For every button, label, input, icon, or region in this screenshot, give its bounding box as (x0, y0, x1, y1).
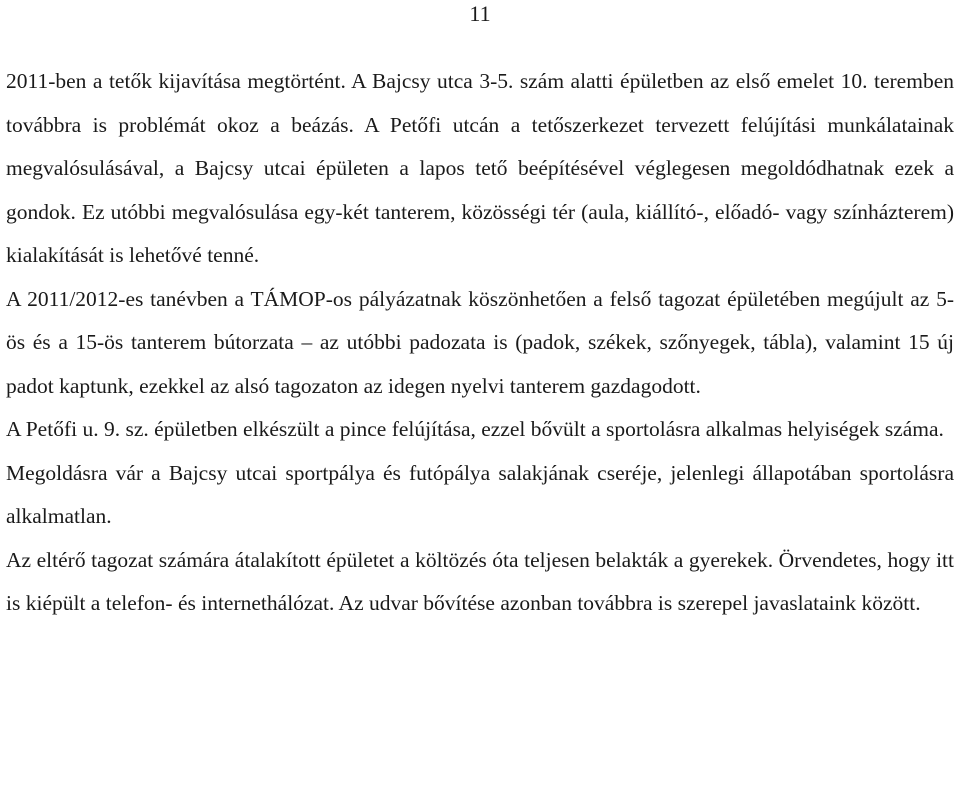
paragraph-roof-repairs: 2011-ben a tetők kijavítása megtörtént. A Bajcsy utca 3-5. szám alatti épületben az első emelet 10. teremben továbbra is problémát okoz a beázás. A Petőfi utcán a tetőszerkezet tervezett felújítási munkálatainak megvalósulásával, a Bajcsy utcai épületen a lapos tető beépítésével véglegesen megoldódhatnak ezek a gondok. Ez utóbbi megvalósulása egy-két tanterem, közösségi tér (aula, kiállító-, előadó- vagy színházterem) kialakítását is lehetővé tenné. (6, 69, 954, 267)
paragraph-different-section-building: Az eltérő tagozat számára átalakított épületet a költözés óta teljesen belakták a gyerekek. Örvendetes, hogy itt is kiépült a telefon- és internethálózat. Az udvar bővítése azonban továbbra is szerepel javaslataink között. (6, 547, 954, 615)
paragraph-tamop-furniture: A 2011/2012-es tanévben a TÁMOP-os pályázatnak köszönhetően a felső tagozat épületében megújult az 5-ös és a 15-ös tanterem bútorzata – az utóbbi padozata is (padok, székek, szőnyegek, tábla), valamint 15 új padot kaptunk, ezekkel az alsó tagozaton az idegen nyelvi tanterem gazdagodott. (6, 286, 954, 398)
page-number: 11 (469, 1, 491, 26)
paragraph-basement-renovation: A Petőfi u. 9. sz. épületben elkészült a pince felújítása, ezzel bővült a sportolásra alkalmas helyiségek száma. (6, 417, 944, 441)
document-body (6, 60, 954, 626)
paragraph-sports-field: Megoldásra vár a Bajcsy utcai sportpálya és futópálya salakjának cseréje, jelenlegi állapotában sportolásra alkalmatlan. (6, 460, 954, 528)
